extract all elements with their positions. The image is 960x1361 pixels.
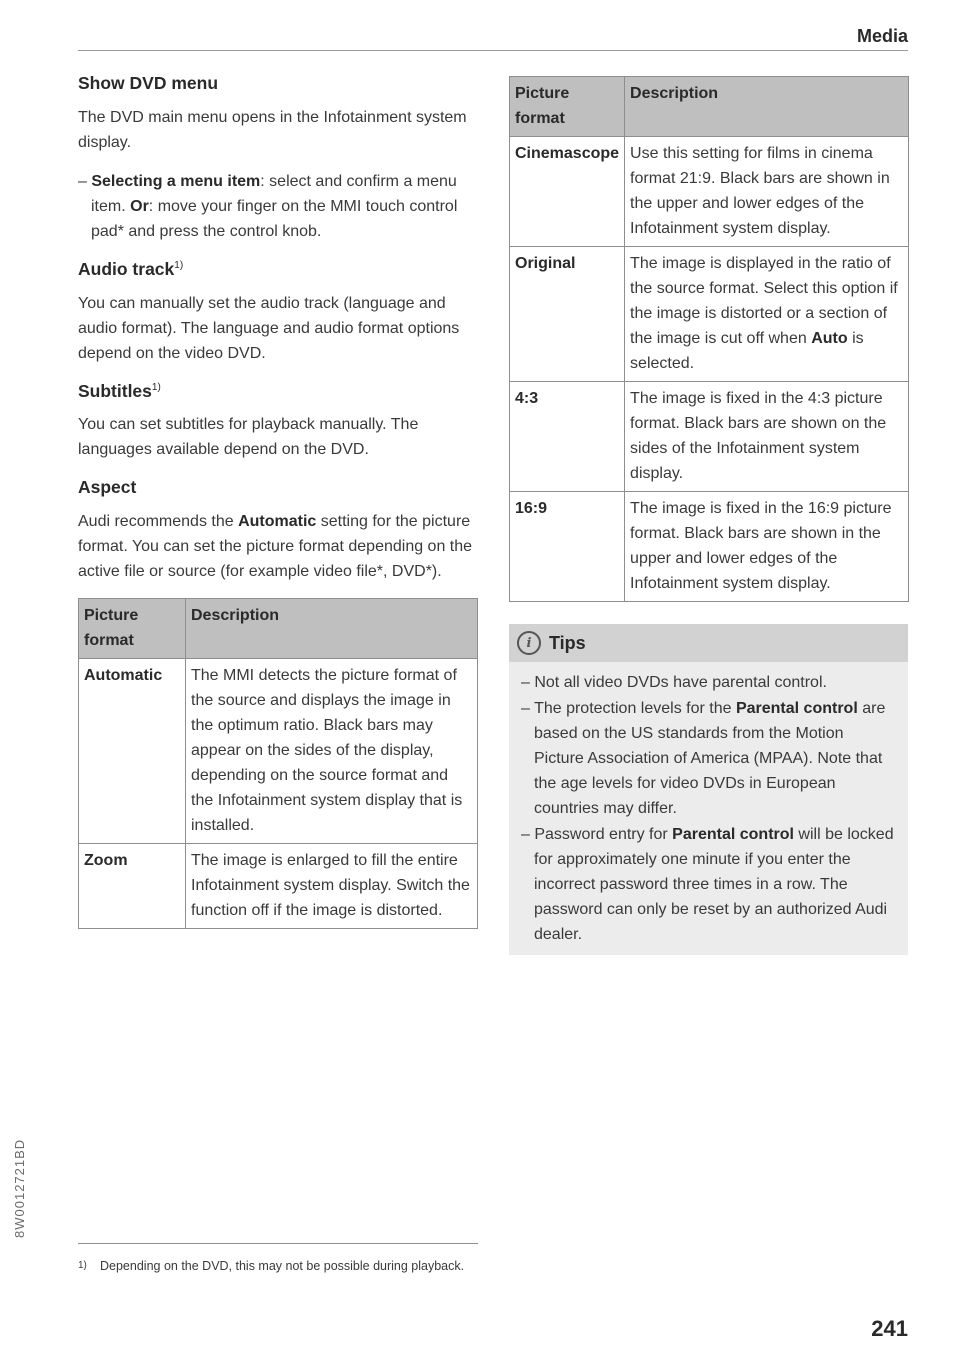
table-header-cell: Description bbox=[625, 77, 909, 137]
table-header-cell: Picture format bbox=[79, 599, 186, 659]
header-rule bbox=[78, 50, 908, 51]
footnote-marker: 1) bbox=[174, 259, 184, 271]
section-title: Media bbox=[856, 26, 908, 46]
footnote-rule bbox=[78, 1243, 478, 1244]
document-code: 8W0012721BD bbox=[12, 1138, 27, 1238]
list-item: – Not all video DVDs have parental control. bbox=[521, 674, 827, 691]
table-cell-term: Original bbox=[510, 247, 625, 382]
table-row bbox=[510, 382, 909, 492]
list-item: – Password entry for Parental control will be locked for approximately one minute if you enter the incorrect password three times in a row. The password can only be reset by an authorized Audi dealer. bbox=[521, 826, 894, 943]
table-cell-desc: The image is displayed in the ratio of the source format. Select this option if the image is distorted or a section of the image is cut off when Auto is selected. bbox=[625, 247, 909, 382]
paragraph-show-dvd: The DVD main menu opens in the Infotainment system display. bbox=[78, 108, 467, 151]
tips-header bbox=[509, 624, 908, 662]
table-cell-desc: The image is enlarged to fill the entire Infotainment system display. Switch the function off if the image is distorted. bbox=[186, 844, 478, 929]
heading-audio-track: Audio track$^{1)}$ bbox=[78, 258, 184, 279]
heading-aspect: Aspect bbox=[78, 477, 137, 498]
table-cell-term: Cinemascope bbox=[510, 137, 625, 247]
picture-format-table-right bbox=[509, 76, 909, 602]
tips-title: Tips bbox=[549, 632, 586, 653]
table-row bbox=[510, 492, 909, 602]
info-icon: i bbox=[517, 631, 541, 655]
paragraph-audio-track: You can manually set the audio track (language and audio format). The language and audio format options depend on the video DVD. bbox=[78, 294, 460, 362]
footnote: 1) Depending on the DVD, this may not be possible during playback. bbox=[78, 1256, 500, 1276]
table-cell-desc: The image is fixed in the 16:9 picture format. Black bars are shown in the upper and lower edges of the Infotainment system display. bbox=[625, 492, 909, 602]
tips-list bbox=[509, 662, 908, 947]
table-row bbox=[510, 137, 909, 247]
heading-show-dvd-menu: Show DVD menu bbox=[78, 73, 219, 93]
table-row bbox=[79, 659, 478, 844]
heading-subtitles: Subtitles$^{1)}$ bbox=[78, 380, 161, 401]
table-cell-term: Zoom bbox=[79, 844, 186, 929]
table-cell-term: Automatic bbox=[79, 659, 186, 844]
bullet-selecting-menu-item: – Selecting a menu item: select and confirm a menu item. Or: move your finger on the MMI touch control pad* and press the control knob. bbox=[78, 172, 458, 240]
table-row bbox=[79, 844, 478, 929]
paragraph-subtitles: You can set subtitles for playback manually. The languages available depend on the DVD. bbox=[78, 416, 419, 459]
table-cell-desc: The image is fixed in the 4:3 picture format. Black bars are shown on the sides of the Infotainment system display. bbox=[625, 382, 909, 492]
picture-format-table-left bbox=[78, 598, 478, 929]
table-header-cell: Picture format bbox=[510, 77, 625, 137]
right-column bbox=[509, 76, 909, 955]
footnote-marker: 1) bbox=[78, 1260, 87, 1271]
paragraph-aspect: Audi recommends the Automatic setting for the picture format. You can set the picture format depending on the active file or source (for example video file*, DVD*). bbox=[78, 513, 473, 580]
table-cell-term: 4:3 bbox=[510, 382, 625, 492]
tips-box bbox=[509, 624, 908, 955]
table-cell-desc: Use this setting for films in cinema format 21:9. Black bars are shown in the upper and lower edges of the Infotainment system display. bbox=[625, 137, 909, 247]
table-cell-desc: The MMI detects the picture format of the source and displays the image in the optimum ratio. Black bars may appear on the sides of the display, depending on the source format and the Infotainment system display that is installed. bbox=[186, 659, 478, 844]
table-header-cell: Description bbox=[186, 599, 478, 659]
table-header-row bbox=[79, 599, 478, 659]
list-item: – The protection levels for the Parental control are based on the US standards from the Motion Picture Association of America (MPAA). Note that the age levels for video DVDs in European countries may differ. bbox=[521, 700, 886, 817]
table-cell-term: 16:9 bbox=[510, 492, 625, 602]
table-row bbox=[510, 247, 909, 382]
left-column bbox=[78, 72, 478, 929]
footnote-marker: 1) bbox=[151, 381, 161, 393]
page-number: 241 bbox=[871, 1316, 908, 1341]
table-header-row bbox=[510, 77, 909, 137]
